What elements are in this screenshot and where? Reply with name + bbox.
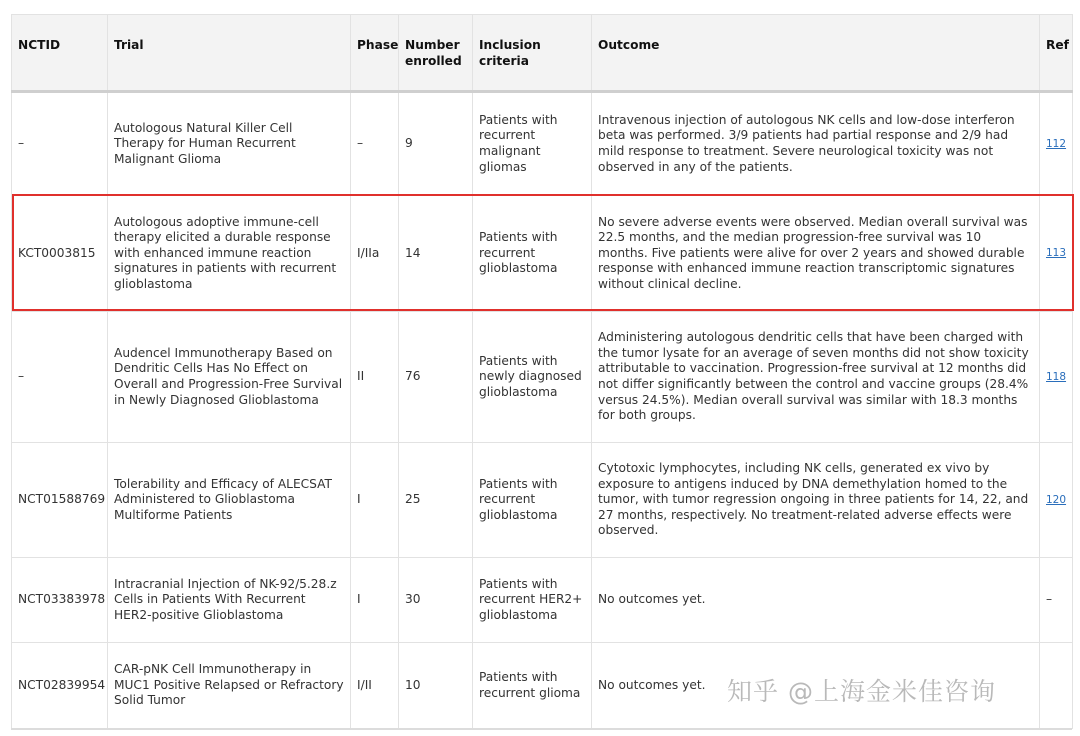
ref-link[interactable]: 113 <box>1046 247 1067 260</box>
cell-nctid: – <box>12 312 108 443</box>
table-row <box>12 312 1073 443</box>
cell-ref <box>1040 312 1073 443</box>
header-phase: Phase <box>351 15 399 92</box>
cell-outcome: No severe adverse events were observed. Median overall survival was 22.5 months, and the median progression-free survival was 10 months. Five patients were alive for over 2 years and showed durable response with enhanced immune reaction transcriptomic signatures without clinical decline. <box>592 196 1040 312</box>
cell-outcome: No outcomes yet. <box>592 558 1040 643</box>
header-inclusion-criteria: Inclusion criteria <box>473 15 592 92</box>
cell-trial: Autologous adoptive immune-cell therapy elicited a durable response with enhanced immune reaction signatures in patients with recurrent glioblastoma <box>108 196 351 312</box>
clinical-trials-table <box>11 14 1073 729</box>
cell-criteria: Patients with recurrent malignant gliomas <box>473 92 592 196</box>
cell-nctid: NCT02839954 <box>12 643 108 729</box>
cell-phase: I <box>351 558 399 643</box>
clinical-trials-table-container <box>11 14 1072 729</box>
ref-link[interactable]: 118 <box>1046 370 1067 383</box>
cell-enrolled: 25 <box>399 443 473 558</box>
watermark: 知乎 @上海金米佳咨询 <box>727 677 996 706</box>
cell-phase: – <box>351 92 399 196</box>
cell-ref <box>1040 443 1073 558</box>
cell-outcome: Cytotoxic lymphocytes, including NK cells, generated ex vivo by exposure to antigens induced by DNA demethylation homed to the tumor, with tumor regression ongoing in three patients for 14, 22, and 27 months, respectively. No treatment-related adverse effects were observed. <box>592 443 1040 558</box>
table-row <box>12 92 1073 196</box>
table-row <box>12 558 1073 643</box>
divider <box>11 728 1072 730</box>
cell-trial: Intracranial Injection of NK-92/5.28.z Cells in Patients With Recurrent HER2-positive Glioblastoma <box>108 558 351 643</box>
ref-link[interactable]: 112 <box>1046 137 1067 150</box>
ref-link[interactable]: 120 <box>1046 493 1067 506</box>
cell-criteria: Patients with newly diagnosed glioblastoma <box>473 312 592 443</box>
cell-enrolled: 30 <box>399 558 473 643</box>
cell-criteria: Patients with recurrent glioma <box>473 643 592 729</box>
cell-outcome: Intravenous injection of autologous NK cells and low-dose interferon beta was performed. 3/9 patients had partial response and 2/9 had mild response to treatment. Severe neurological toxicity was not observed in any of the patients. <box>592 92 1040 196</box>
cell-phase: I/II <box>351 643 399 729</box>
cell-enrolled: 14 <box>399 196 473 312</box>
cell-ref <box>1040 643 1073 729</box>
cell-nctid: KCT0003815 <box>12 196 108 312</box>
cell-nctid: NCT01588769 <box>12 443 108 558</box>
cell-criteria: Patients with recurrent glioblastoma <box>473 196 592 312</box>
header-number-enrolled: Number enrolled <box>399 15 473 92</box>
table-row <box>12 443 1073 558</box>
cell-trial: CAR-pNK Cell Immunotherapy in MUC1 Positive Relapsed or Refractory Solid Tumor <box>108 643 351 729</box>
cell-criteria: Patients with recurrent HER2+ glioblastoma <box>473 558 592 643</box>
cell-enrolled: 9 <box>399 92 473 196</box>
cell-phase: II <box>351 312 399 443</box>
cell-ref: – <box>1040 558 1073 643</box>
cell-trial: Audencel Immunotherapy Based on Dendritic Cells Has No Effect on Overall and Progression-Free Survival in Newly Diagnosed Glioblastoma <box>108 312 351 443</box>
header-nctid: NCTID <box>12 15 108 92</box>
table-row <box>12 196 1073 312</box>
cell-criteria: Patients with recurrent glioblastoma <box>473 443 592 558</box>
cell-outcome: No outcomes yet. <box>592 643 1040 729</box>
cell-nctid: NCT03383978 <box>12 558 108 643</box>
cell-trial: Autologous Natural Killer Cell Therapy for Human Recurrent Malignant Glioma <box>108 92 351 196</box>
header-trial: Trial <box>108 15 351 92</box>
header-ref: Ref <box>1040 15 1073 92</box>
header-outcome: Outcome <box>592 15 1040 92</box>
cell-ref <box>1040 92 1073 196</box>
cell-phase: I/IIa <box>351 196 399 312</box>
cell-trial: Tolerability and Efficacy of ALECSAT Administered to Glioblastoma Multiforme Patients <box>108 443 351 558</box>
cell-enrolled: 76 <box>399 312 473 443</box>
cell-outcome: Administering autologous dendritic cells that have been charged with the tumor lysate for an average of seven months did not show toxicity attributable to vaccination. Progression-free survival at 12 months did not differ significantly between the control and vaccine groups (28.4% versus 24.5%). Median overall survival was similar with 18.3 months for both groups. <box>592 312 1040 443</box>
cell-enrolled: 10 <box>399 643 473 729</box>
cell-ref <box>1040 196 1073 312</box>
cell-phase: I <box>351 443 399 558</box>
cell-nctid: – <box>12 92 108 196</box>
table-header-row <box>12 15 1073 92</box>
